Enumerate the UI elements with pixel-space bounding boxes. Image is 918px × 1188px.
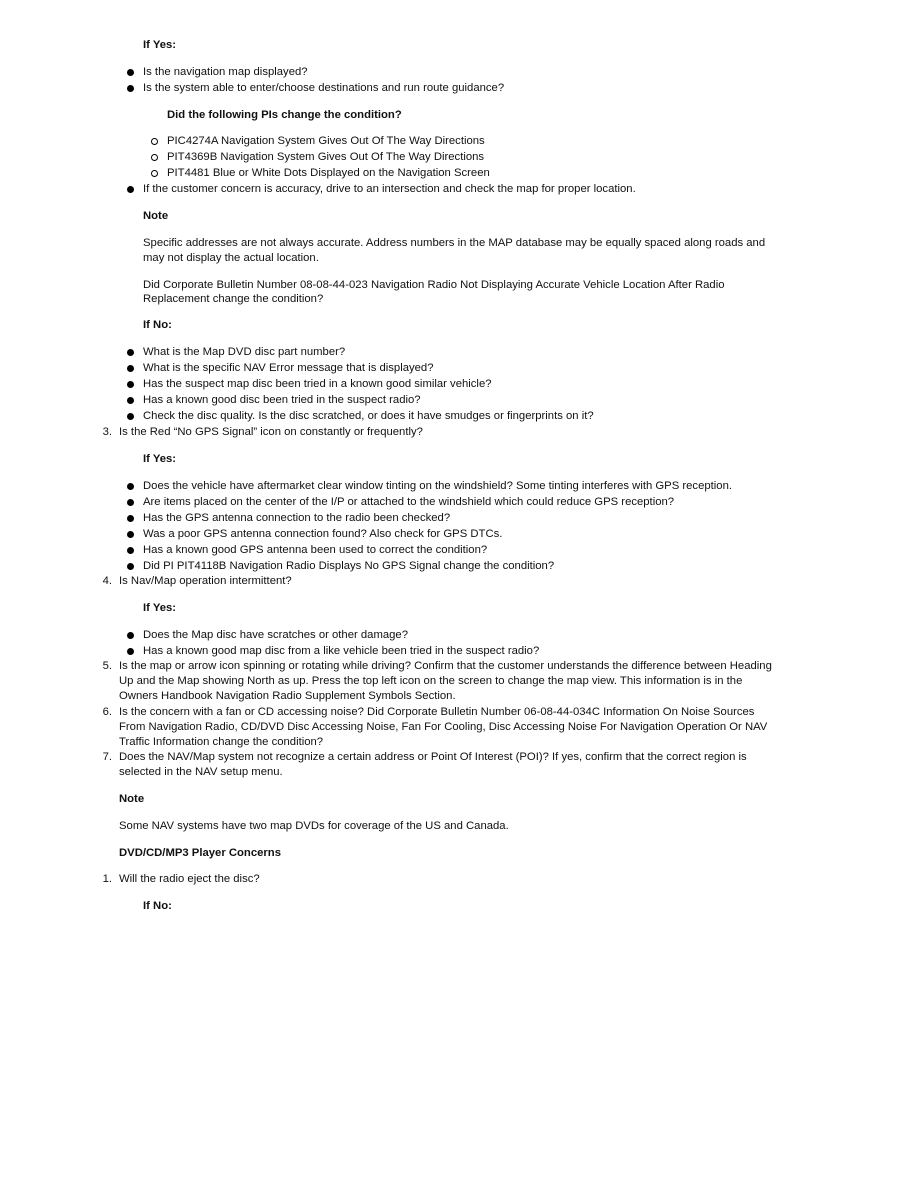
circle-bullet-icon (151, 154, 158, 161)
step-text: Is the Red “No GPS Signal” icon on constantly or frequently? (119, 426, 423, 438)
bullet-icon (127, 381, 134, 388)
list-item: PIC4274A Navigation System Gives Out Of The Way Directions (167, 135, 485, 147)
step-text: Will the radio eject the disc? (119, 873, 260, 885)
step-number: 3. (102, 426, 112, 438)
list-item: What is the specific NAV Error message that is displayed? (143, 362, 434, 374)
note-label: Note (119, 793, 145, 805)
bullet-icon (127, 648, 134, 655)
list-item: What is the Map DVD disc part number? (143, 346, 346, 358)
step-number: 5. (102, 660, 112, 672)
list-item: Did PI PIT4118B Navigation Radio Displays No GPS Signal change the condition? (143, 560, 555, 572)
note-text: Some NAV systems have two map DVDs for coverage of the US and Canada. (119, 820, 509, 832)
list-item: Are items placed on the center of the I/P or attached to the windshield which could reduce GPS reception? (143, 496, 675, 508)
bullet-icon (127, 483, 134, 490)
step-text: Is Nav/Map operation intermittent? (119, 575, 292, 587)
bulletin-text: Replacement change the condition? (143, 293, 324, 305)
bullet-icon (127, 349, 134, 356)
bullet-icon (127, 563, 134, 570)
step-text: Traffic Information change the condition? (119, 736, 324, 748)
if-yes-label: If Yes: (143, 602, 177, 614)
bullet-icon (127, 413, 134, 420)
section-heading: DVD/CD/MP3 Player Concerns (119, 847, 281, 859)
if-no-label: If No: (143, 319, 172, 331)
list-item: Is the navigation map displayed? (143, 66, 308, 78)
circle-bullet-icon (151, 170, 158, 177)
list-item: Check the disc quality. Is the disc scratched, or does it have smudges or fingerprints on it? (143, 410, 594, 422)
list-item: PIT4481 Blue or White Dots Displayed on the Navigation Screen (167, 167, 490, 179)
list-item: If the customer concern is accuracy, drive to an intersection and check the map for proper location. (143, 183, 636, 195)
step-number: 6. (102, 706, 112, 718)
bullet-icon (127, 632, 134, 639)
step-text: selected in the NAV setup menu. (119, 766, 283, 778)
step-number: 4. (102, 575, 112, 587)
if-no-label: If No: (143, 900, 172, 912)
bullet-icon (127, 397, 134, 404)
bullet-icon (127, 85, 134, 92)
list-item: Has a known good disc been tried in the suspect radio? (143, 394, 421, 406)
list-item: Does the vehicle have aftermarket clear window tinting on the windshield? Some tinting interferes with GPS reception. (143, 480, 732, 492)
bulletin-text: Did Corporate Bulletin Number 08-08-44-023 Navigation Radio Not Displaying Accurate Vehicle Location After Radio (143, 279, 725, 291)
bullet-icon (127, 499, 134, 506)
step-text: From Navigation Radio, CD/DVD Disc Accessing Noise, Fan For Cooling, Disc Accessing Noise For Navigation Operation Or NAV (119, 721, 768, 733)
note-text: Specific addresses are not always accurate. Address numbers in the MAP database may be equally spaced along roads and (143, 237, 766, 249)
step-text: Up and the Map showing North as up. Press the top left icon on the screen to change the map view. This information is in the (119, 675, 743, 687)
bullet-icon (127, 69, 134, 76)
step-text: Is the map or arrow icon spinning or rotating while driving? Confirm that the customer understands the difference between Heading (119, 660, 772, 672)
list-item: Is the system able to enter/choose destinations and run route guidance? (143, 82, 505, 94)
list-item: Does the Map disc have scratches or other damage? (143, 629, 408, 641)
note-text: may not display the actual location. (143, 252, 319, 264)
step-text: Is the concern with a fan or CD accessing noise? Did Corporate Bulletin Number 06-08-44-034C Information On Noise Sources (119, 706, 755, 718)
note-label: Note (143, 210, 169, 222)
list-item: Has a known good GPS antenna been used to correct the condition? (143, 544, 488, 556)
list-item: Was a poor GPS antenna connection found? Also check for GPS DTCs. (143, 528, 503, 540)
list-item: PIT4369B Navigation System Gives Out Of The Way Directions (167, 151, 485, 163)
bullet-icon (127, 531, 134, 538)
step-number: 7. (102, 751, 112, 763)
if-yes-label: If Yes: (143, 39, 177, 51)
if-yes-label: If Yes: (143, 453, 177, 465)
bullet-icon (127, 547, 134, 554)
step-text: Owners Handbook Navigation Radio Supplement Symbols Section. (119, 690, 456, 702)
step-text: Does the NAV/Map system not recognize a certain address or Point Of Interest (POI)? If yes, confirm that the correct region is (119, 751, 747, 763)
bullet-icon (127, 365, 134, 372)
step-number: 1. (102, 873, 112, 885)
circle-bullet-icon (151, 138, 158, 145)
list-item: Has the GPS antenna connection to the radio been checked? (143, 512, 451, 524)
list-item: Has the suspect map disc been tried in a known good similar vehicle? (143, 378, 492, 390)
list-item: Has a known good map disc from a like vehicle been tried in the suspect radio? (143, 645, 540, 657)
pi-heading: Did the following PIs change the condition? (167, 109, 402, 121)
bullet-icon (127, 515, 134, 522)
bullet-icon (127, 186, 134, 193)
